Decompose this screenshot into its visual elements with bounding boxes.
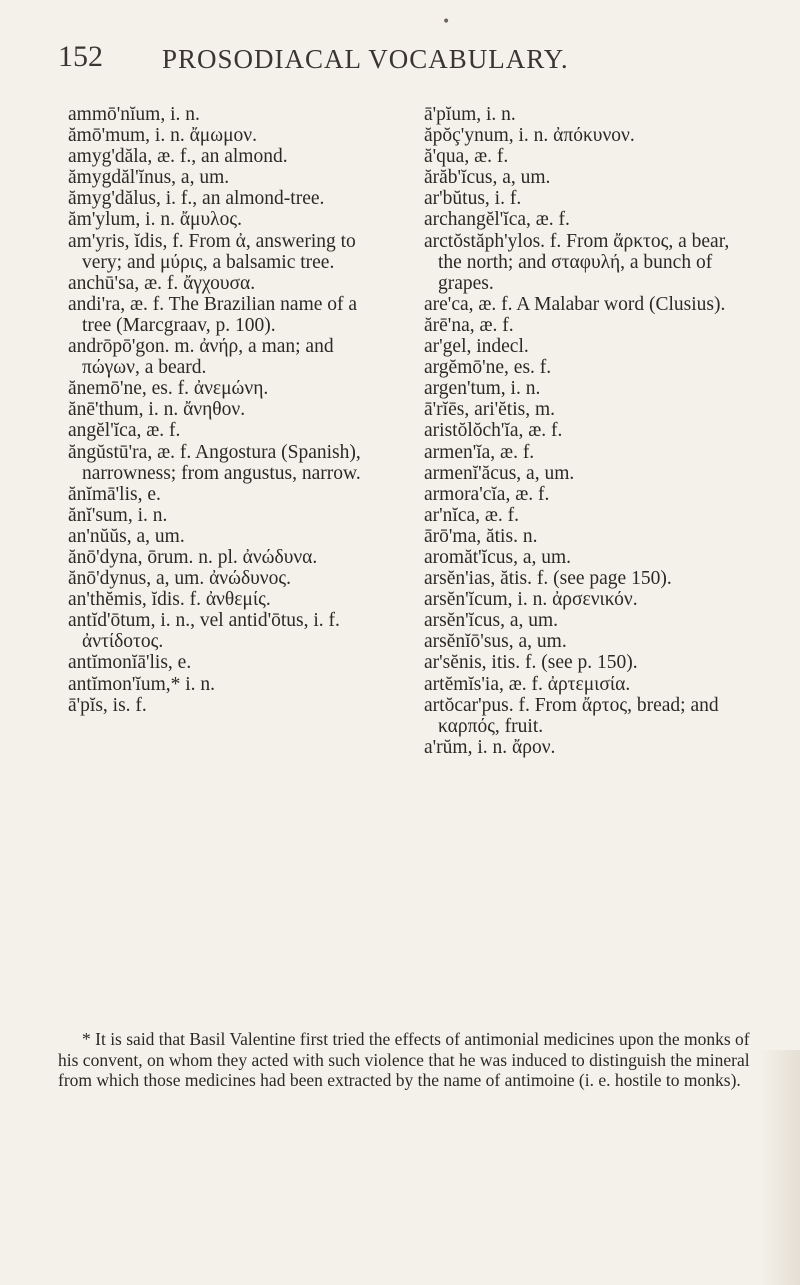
running-title: PROSODIACAL VOCABULARY. (162, 44, 569, 74)
vocab-entry: antĭmonĭā'lis, e. (68, 652, 192, 674)
vocab-entry: angĕl'ĭca, æ. f. (68, 420, 181, 442)
vocab-entry: ănemō'ne, es. f. ἀνεμώνη. (68, 378, 269, 400)
vocab-entry: ăngŭstū'ra, æ. f. Angostura (Spanish), narrowness; from angustus, narrow. (68, 441, 361, 484)
vocab-entry: ārō'ma, ătis. n. (424, 525, 538, 547)
vocab-entry: ănĭmā'lis, e. (68, 483, 161, 505)
vocab-entry: arctŏstăph'ylos. f. From ἄρκτος, a bear, the north; and σταφυλή, a bunch of grapes. (424, 230, 730, 294)
vocab-entry: arsĕn'ĭcum, i. n. ἀρσενικόν. (424, 589, 638, 611)
vocab-entry: ar'nĭca, æ. f. (424, 504, 520, 526)
vocab-entry: artŏcar'pus. f. From ἄρτος, bread; and καρπός, fruit. (424, 694, 719, 737)
vocab-entry: a'rŭm, i. n. ἄρον. (424, 736, 556, 758)
vocab-entry: artĕmĭs'ia, æ. f. ἀρτεμισία. (424, 673, 631, 695)
page-header (58, 40, 758, 80)
right-column (424, 104, 754, 758)
vocab-entry: arsĕnĭō'sus, a, um. (424, 631, 567, 653)
vocab-entry: ā'rĭēs, ari'ĕtis, m. (424, 399, 556, 421)
top-mark: • (442, 14, 451, 30)
vocab-entry: archangĕl'ĭca, æ. f. (424, 209, 570, 231)
vocab-entry: arsĕn'ĭcus, a, um. (424, 610, 559, 632)
vocab-entry: armenĭ'ăcus, a, um. (424, 462, 575, 484)
vocab-entry: ar'gel, indecl. (424, 336, 529, 358)
vocab-entry: ă'qua, æ. f. (424, 146, 509, 168)
vocab-entry: ammō'nĭum, i. n. (68, 104, 200, 125)
vocab-entry: ămygdăl'ĭnus, a, um. (68, 167, 230, 189)
page-number: 152 (58, 40, 103, 73)
vocab-entry: amyg'dăla, æ. f., an almond. (68, 146, 288, 168)
vocab-entry: am'yris, ĭdis, f. From ἀ, answering to very; and μύρις, a balsamic tree. (68, 230, 356, 273)
vocab-entry: ā'pĭs, is. f. (68, 694, 147, 716)
vocab-entry: armen'ĭa, æ. f. (424, 441, 535, 463)
vocab-entry: antĭmon'ĭum,* i. n. (68, 673, 216, 695)
vocab-entry: antĭd'ōtum, i. n., vel antid'ōtus, i. f. ἀντίδοτος. (68, 610, 340, 653)
vocab-entry: aromăt'ĭcus, a, um. (424, 546, 572, 568)
vocab-entry: andrōpō'gon. m. ἀνήρ, a man; and πώγων, a beard. (68, 336, 334, 379)
vocab-entry: ănē'thum, i. n. ἄνηθον. (68, 399, 246, 421)
vocab-entry: ănĭ'sum, i. n. (68, 504, 168, 526)
vocab-entry: an'thĕmis, ĭdis. f. ἀνθεμίς. (68, 589, 271, 611)
vocab-entry: an'nŭŭs, a, um. (68, 525, 185, 547)
vocab-entry: argen'tum, i. n. (424, 378, 541, 400)
vocab-entry: ănō'dyna, ōrum. n. pl. ἀνώδυνα. (68, 546, 318, 568)
page-stain (760, 1050, 800, 1285)
vocab-entry: argĕmō'ne, es. f. (424, 357, 552, 379)
footnote (58, 1029, 758, 1091)
vocab-entry: ărăb'ĭcus, a, um. (424, 167, 551, 189)
vocab-entry: arsĕn'ias, ătis. f. (see page 150). (424, 568, 672, 590)
vocab-entry: ăpŏç'ynum, i. n. ἀπόκυνον. (424, 125, 635, 147)
vocab-entry: are'ca, æ. f. A Malabar word (Clusius). (424, 293, 726, 315)
left-column (68, 104, 386, 716)
vocab-entry: aristŏlŏch'ĭa, æ. f. (424, 420, 563, 442)
vocab-entry: ărē'na, æ. f. (424, 314, 514, 336)
vocab-entry: armora'cĭa, æ. f. (424, 483, 550, 505)
vocab-entry: ămō'mum, i. n. ἄμωμον. (68, 125, 257, 147)
vocab-entry: ar'bŭtus, i. f. (424, 188, 522, 210)
vocab-entry: ăm'ylum, i. n. ἄμυλος. (68, 209, 242, 231)
vocab-entry: ănō'dynus, a, um. ἀνώδυνος. (68, 568, 291, 590)
vocab-entry: andi'ra, æ. f. The Brazilian name of a tree (Marcgraav, p. 100). (68, 293, 358, 336)
vocab-entry: ā'pĭum, i. n. (424, 104, 516, 125)
vocab-entry: ămyg'dălus, i. f., an almond-tree. (68, 188, 325, 210)
vocab-entry: anchū'sa, æ. f. ἄγχουσα. (68, 272, 256, 294)
vocab-entry: ar'sĕnis, itis. f. (see p. 150). (424, 652, 638, 674)
footnote-text: * It is said that Basil Valentine first tried the effects of antimonial medicines upon the monks of his convent, on whom they acted with such violence that he was induced to distinguish the mineral from which those medicines had been extracted by the name of antimoine (i. e. hostile to monks). (58, 1029, 750, 1090)
